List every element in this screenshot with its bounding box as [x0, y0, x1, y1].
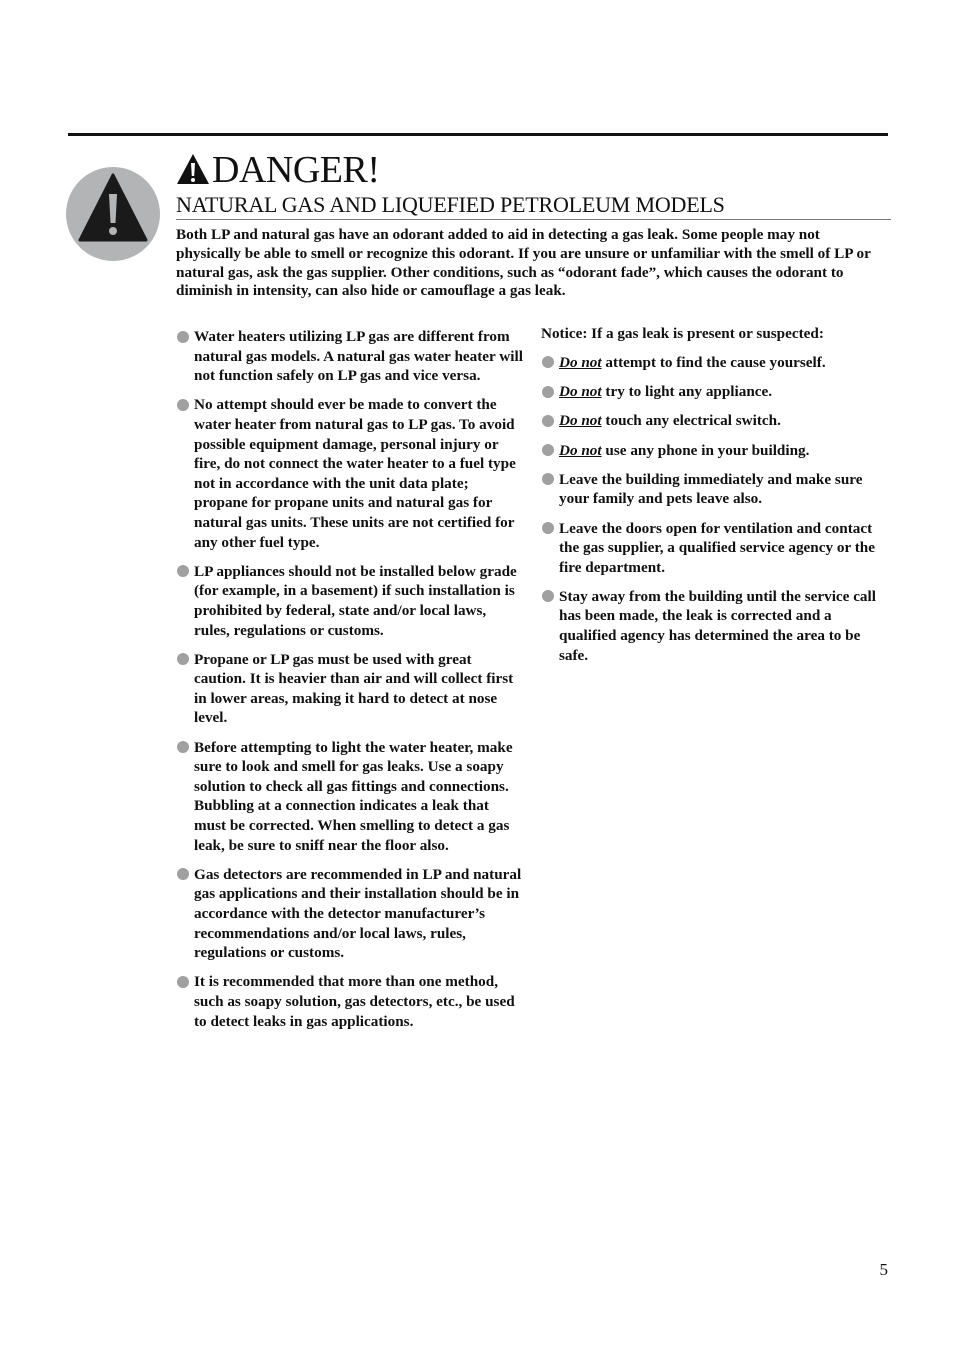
bullet-dot-icon: [542, 522, 554, 534]
danger-heading: [176, 150, 891, 190]
list-item: Leave the building immediately and make sure your family and pets leave also.: [541, 470, 886, 509]
bullet-dot-icon: [177, 976, 189, 988]
bullet-dot-icon: [177, 868, 189, 880]
list-item: Do not try to light any appliance.: [541, 382, 886, 402]
do-not-label: Do not: [559, 412, 602, 430]
list-item: Water heaters utilizing LP gas are different from natural gas models. A natural gas water heater will not function safely on LP gas and vice versa.: [176, 327, 524, 386]
do-not-label: Do not: [559, 383, 602, 401]
do-not-label: Do not: [559, 353, 602, 371]
page-number: 5: [879, 1260, 888, 1279]
left-bullet-list: [176, 327, 524, 1031]
do-not-label: Do not: [559, 441, 602, 459]
right-bullet-list: [541, 353, 886, 665]
bullet-dot-icon: [542, 415, 554, 427]
bullet-dot-icon: [542, 386, 554, 398]
list-item: Do not attempt to find the cause yourself.: [541, 353, 886, 373]
bullet-dot-icon: [177, 331, 189, 343]
list-item: Propane or LP gas must be used with great caution. It is heavier than air and will collect first in lower areas, making it hard to detect at nose level.: [176, 650, 524, 728]
intro-paragraph: Both LP and natural gas have an odorant added to aid in detecting a gas leak. Some people may not physically be able to smell or recognize this odorant. If you are unsure or unfamiliar with the smell of LP or natural gas, ask the gas supplier. Other conditions, such as “odorant fade”, which causes the odorant to diminish in intensity, can also hide or camouflage a gas leak.: [176, 226, 871, 300]
bullet-dot-icon: [542, 590, 554, 602]
left-column: [176, 327, 524, 1041]
bullet-dot-icon: [177, 565, 189, 577]
list-item: Do not touch any electrical switch.: [541, 411, 886, 431]
bullet-dot-icon: [177, 741, 189, 753]
bullet-dot-icon: [542, 473, 554, 485]
list-item: No attempt should ever be made to convert the water heater from natural gas to LP gas. To avoid possible equipment damage, personal injury or fire, do not connect the water heater to a fuel type not in accordance with the unit data plate; propane for propane units and natural gas for natural gas units. These units are not certified for any other fuel type.: [176, 395, 524, 552]
list-item: Gas detectors are recommended in LP and natural gas applications and their installation should be in accordance with the detector manufacturer’s recommendations and/or local laws, rules, regulations or customs.: [176, 865, 524, 963]
bullet-dot-icon: [177, 653, 189, 665]
header-block: [176, 150, 891, 220]
warning-triangle-icon: [176, 153, 210, 185]
list-item: It is recommended that more than one method, such as soapy solution, gas detectors, etc., be used to detect leaks in gas applications.: [176, 972, 524, 1031]
right-column: [541, 324, 886, 675]
bullet-dot-icon: [542, 444, 554, 456]
top-rule: [68, 133, 888, 136]
notice-text: Notice: If a gas leak is present or suspected:: [541, 325, 824, 342]
warning-circle-icon: [66, 167, 160, 261]
bullet-dot-icon: [542, 356, 554, 368]
list-item: Stay away from the building until the service call has been made, the leak is corrected and a qualified agency has determined the area to be safe.: [541, 587, 886, 665]
list-item: Leave the doors open for ventilation and contact the gas supplier, a qualified service agency or the fire department.: [541, 519, 886, 578]
list-item: Do not use any phone in your building.: [541, 441, 886, 461]
bullet-dot-icon: [177, 399, 189, 411]
list-item: LP appliances should not be installed below grade (for example, in a basement) if such installation is prohibited by federal, state and/or local laws, rules, regulations or customs.: [176, 562, 524, 640]
list-item: Before attempting to light the water heater, make sure to look and smell for gas leaks. Use a soapy solution to check all gas fittings and connections. Bubbling at a connection indicates a leak that must be corrected. When smelling to detect a gas leak, be sure to sniff near the floor also.: [176, 738, 524, 856]
section-title: NATURAL GAS AND LIQUEFIED PETROLEUM MODELS: [176, 192, 891, 220]
danger-title-text: DANGER!: [212, 149, 380, 191]
